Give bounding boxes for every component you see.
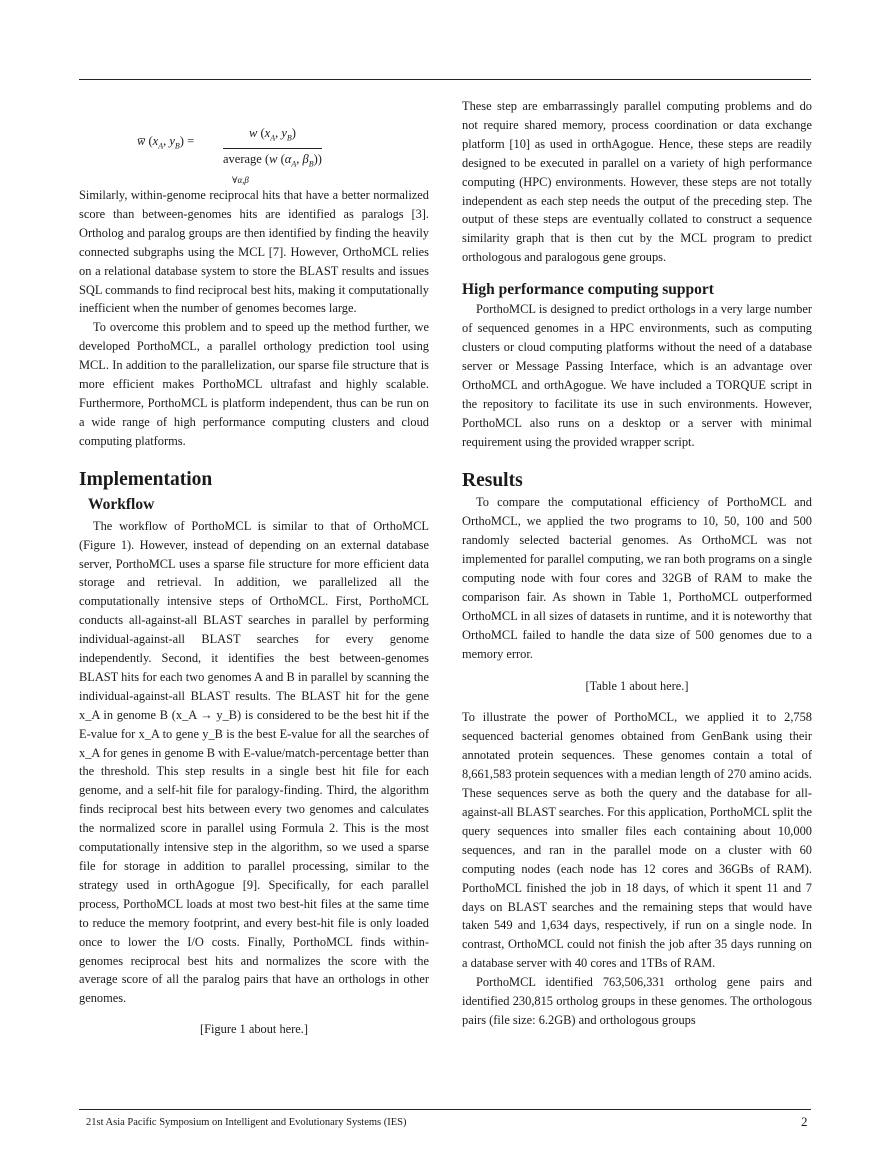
figure-1-placeholder: [Figure 1 about here.] [199,1022,309,1037]
equation-numerator: w ($x_A$, $y_B$) [248,126,296,143]
right-column [462,97,812,1030]
page-number: 2 [801,1114,808,1129]
equation-denominator: average (w ($\alpha_A$, $\beta_B$)) [223,152,322,169]
equation-lhs: w̅ ($x_A$, $y_B$) = [137,134,195,151]
para-illustrate: To illustrate the power of PorthoMCL, we applied it to 2,758 sequenced bacterial genomes obtained from GenBank using their annotated protein sequences. These genomes contain a total of 8,661,583 protein sequences with a median length of 270 amino acids. These sequences serve as both the query and the database for all-against-all BLAST searches. For this application, PorthoMCL split the query sequences into smaller files each containing about 10,000 sequences, and ran in the parallel mode on a cluster with 60 computing nodes (each node has 12 cores and 36GBs of RAM). PorthoMCL finished the job in 18 days, of which it spent 11 and 7 days on BLAST searches and the remaining steps that would have taken 549 and 1,634 days, respectively, if run on a single node. In contrast, OrthoMCL could not finish the job after 35 days running on a database server with 40 cores and 1TBs of RAM. [462,710,812,971]
equation-fraction [223,124,322,185]
para-identified: PorthoMCL identified 763,506,331 ortholog gene pairs and identified 230,815 ortholog groups in these genomes. The orthologous pairs (file size: 6.2GB) and orthologous groups [462,975,812,1027]
heading-implementation: Implementation [79,468,213,490]
para-similarly: Similarly, within-genome reciprocal hits that have a better normalized score than between-genomes hits are identified as paralogs [3]. Ortholog and paralog groups are then identified by finding the heavily connected subgraphs using the MCL [7]. However, OrthoMCL relies on a relational database system to store the BLAST results and issues SQL commands to find reciprocal best hits, making it computationally inefficient when the number of genomes becomes large. [79,188,429,316]
para-overcome: To overcome this problem and to speed up the method further, we developed PorthoMCL, a parallel orthology prediction tool using MCL. In addition to the parallelization, our sparse file structure that is more efficient makes PorthoMCL ultrafast and highly scalable. Furthermore, PorthoMCL is platform independent, thus can be run on a wide range of high performance computing clusters and cloud computing platforms. [79,320,429,448]
normalized-score-equation [79,90,429,186]
para-workflow: The workflow of PorthoMCL is similar to that of OrthoMCL (Figure 1). However, instead of depending on an external database server, PorthoMCL uses a sparse file structure for more efficient data storage and retrieval. In addition, we parallelized all the computationally intensive steps of OrthoMCL. First, PorthoMCL conducts all-against-all BLAST searches in parallel by performing individual-against-all BLAST searches for every genome independently. Second, it identifies the best between-genomes BLAST hits for each two genomes A and B in parallel by scanning the individual-against-all BLAST results. The BLAST hit for the gene x_A in genome B (x_A → y_B) is considered to be the best hit if the E-value for x_A to gene y_B is the best E-value for all the searches of x_A for genes in genome B with E-value/match-percentage better than the threshold. This step results in a single best hit file for each genome, and a self-hit file for paralogy-finding. Third, the algorithm finds reciprocal best hits between every two genomes and calculates the normalized score in parallel using Formula 2. This is the most computationally intensive step in the algorithm, so we used a sparse file for storage in addition to parallel processing, similar to the strategy used in orthAgogue [9]. Specifically, for each parallel process, PorthoMCL loads at most two best-hit files at the same time to reduce the memory footprint, and every best-hit file is only loaded once to lower the I/O costs. Finally, PorthoMCL finds within-genomes reciprocal best hits and normalizes the score with the average score of all the paralog pairs that have an orthologs in other genomes. [79,518,429,1006]
para-hpc: PorthoMCL is designed to predict orthologs in a very large number of sequenced genomes in a HPC environments, such as computing clusters or cloud computing platforms without the need of a database server or Message Passing Interface, which is an advantage over OrthoMCL and orthAgogue. We have included a TORQUE script in the repository to facilitate its use in such environments. However, PorthoMCL also runs on a desktop or a server with minimal requirement using the provided wrapper script. [462,302,812,449]
para-results: To compare the computational efficiency of PorthoMCL and OrthoMCL, we applied the two programs to 10, 50, 100 and 500 randomly selected bacterial genomes. As OrthoMCL was not implemented for parallel computing, we ran both programs on a single computing node with four cores and 32GB of RAM to make the comparison fair. As shown in Table 1, PorthoMCL outperformed OrthoMCL in all sizes of datasets in runtime, and it is noteworthy that OrthoMCL failed to handle the data size of 500 genomes due to a memory error. [462,495,812,661]
para-steps: These step are embarrassingly parallel computing problems and do not require shared memory, process coordination or data exchange platform [10] as used in orthAgogue. Hence, these steps are readily designed to be executed in parallel on a variety of high performance computing (HPC) environments. However, these steps are not totally independent as each step needs the output of the preceding step. The output of these steps are eventually collated to construct a sequence similarity graph that is then cut by the MCL program to predict orthologous and paralogous gene groups. [462,99,812,265]
heading-results: Results [462,470,523,492]
table-1-placeholder: [Table 1 about here.] [585,678,689,693]
header-rule [79,79,811,80]
equation-subscript: ∀α,β [232,174,249,185]
footer-conference: 21st Asia Pacific Symposium on Intelligent and Evolutionary Systems (IES) [86,1117,407,1128]
heading-workflow: Workflow [88,495,155,513]
heading-hpc: High performance computing support [462,281,714,299]
left-column [79,90,429,1039]
footer-rule [79,1109,811,1110]
